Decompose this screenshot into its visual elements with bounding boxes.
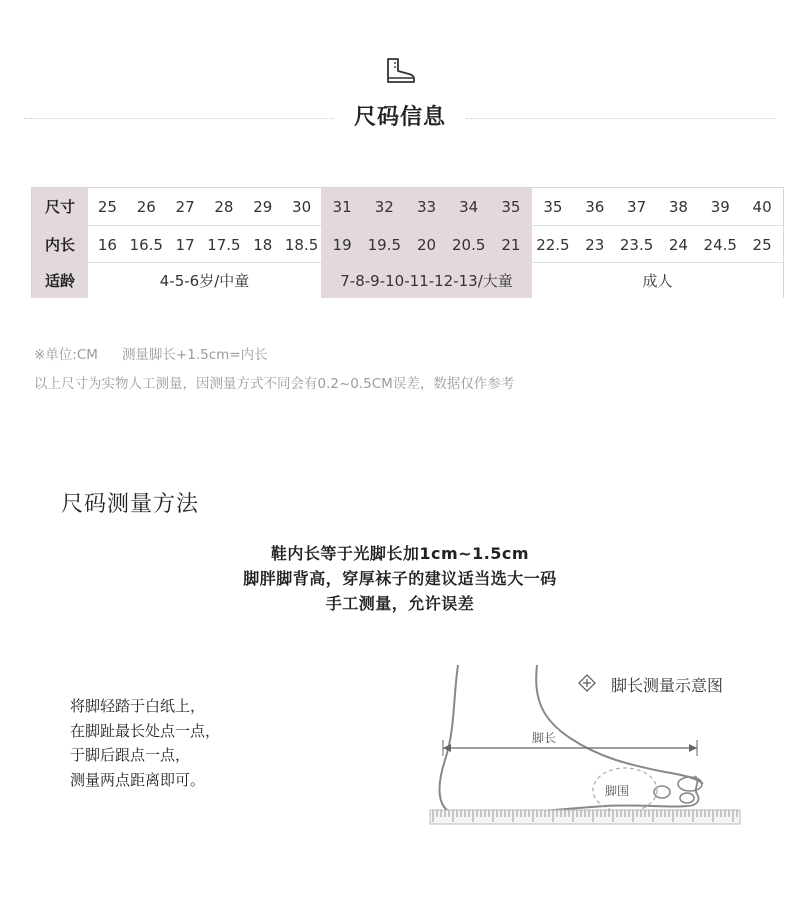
section-title-row	[24, 100, 776, 136]
age-youth: 7-8-9-10-11-12-13/大童	[321, 263, 532, 298]
length-value: 24.5	[703, 235, 737, 254]
size-value: 37	[627, 197, 647, 216]
size-table	[31, 187, 784, 298]
table-row-size	[32, 188, 783, 225]
unit-text: ※单位:CM	[34, 347, 98, 363]
size-value: 29	[253, 197, 273, 216]
length-value: 23	[585, 235, 605, 254]
size-value: 27	[175, 197, 195, 216]
foot-girth-label: 脚围	[605, 784, 630, 798]
length-value: 22.5	[536, 235, 570, 254]
tip-line: 手工测量，允许误差	[325, 594, 475, 613]
size-value: 31	[332, 197, 352, 216]
size-value: 35	[543, 197, 563, 216]
length-value: 20	[416, 235, 437, 254]
age-kids: 4-5-6岁/中童	[88, 263, 321, 298]
size-value: 36	[585, 197, 605, 216]
foot-length-label: 脚长	[532, 731, 557, 745]
length-group-adult	[532, 226, 783, 263]
size-value: 26	[136, 197, 156, 216]
crosshair-icon	[578, 674, 596, 692]
size-value: 34	[459, 197, 479, 216]
size-group-youth	[321, 188, 532, 225]
tip-line: 脚胖脚背高，穿厚袜子的建议适当选大一码	[243, 569, 557, 588]
size-value: 28	[214, 197, 234, 216]
row-label: 内长	[32, 226, 88, 263]
table-row-inner-length	[32, 225, 783, 263]
size-value: 38	[668, 197, 688, 216]
tips-block	[0, 541, 800, 616]
size-value: 32	[374, 197, 394, 216]
length-value: 24	[668, 235, 688, 254]
row-label: 适龄	[32, 263, 88, 298]
length-value: 16.5	[129, 235, 163, 254]
size-value: 39	[710, 197, 730, 216]
size-value: 25	[97, 197, 117, 216]
step-line: 在脚趾最长处点一点，	[70, 721, 221, 740]
length-group-youth	[321, 226, 532, 263]
row-label: 尺寸	[32, 188, 88, 225]
boot-icon	[385, 57, 417, 85]
method-title: 尺码测量方法	[61, 492, 200, 517]
length-value: 20.5	[451, 235, 486, 254]
size-value: 40	[752, 197, 772, 216]
age-adult: 成人	[532, 263, 783, 298]
size-value: 35	[501, 197, 521, 216]
page-title: 尺码信息	[353, 105, 446, 130]
table-row-age	[32, 262, 783, 298]
step-line: 测量两点距离即可。	[70, 770, 206, 789]
length-value: 23.5	[619, 235, 654, 254]
size-group-kids	[88, 188, 321, 225]
length-value: 18.5	[284, 235, 319, 254]
length-value: 17.5	[207, 235, 241, 254]
length-value: 25	[752, 235, 772, 254]
length-value: 17	[175, 235, 195, 254]
length-value: 19	[332, 235, 352, 254]
size-value: 33	[416, 197, 437, 216]
length-value: 16	[97, 235, 117, 254]
step-line: 将脚轻踏于白纸上，	[70, 697, 206, 715]
steps-block	[70, 694, 220, 792]
tip-line: 鞋内长等于光脚长加1cm~1.5cm	[270, 544, 530, 563]
size-value: 30	[292, 197, 312, 216]
unit-note	[34, 343, 268, 363]
formula-text: 测量脚长+1.5cm=内长	[121, 347, 268, 363]
disclaimer-note: 以上尺寸为实物人工测量，因测量方式不同会有0.2~0.5CM误差，数据仅作参考	[34, 376, 515, 392]
length-value: 18	[253, 235, 273, 254]
size-group-adult	[532, 188, 783, 225]
length-value: 19.5	[367, 235, 401, 254]
length-group-kids	[88, 226, 321, 263]
diagram-title: 脚长测量示意图	[611, 676, 724, 695]
title-divider-right	[466, 118, 776, 119]
step-line: 于脚后跟点一点，	[70, 746, 191, 764]
length-value: 21	[501, 235, 521, 254]
